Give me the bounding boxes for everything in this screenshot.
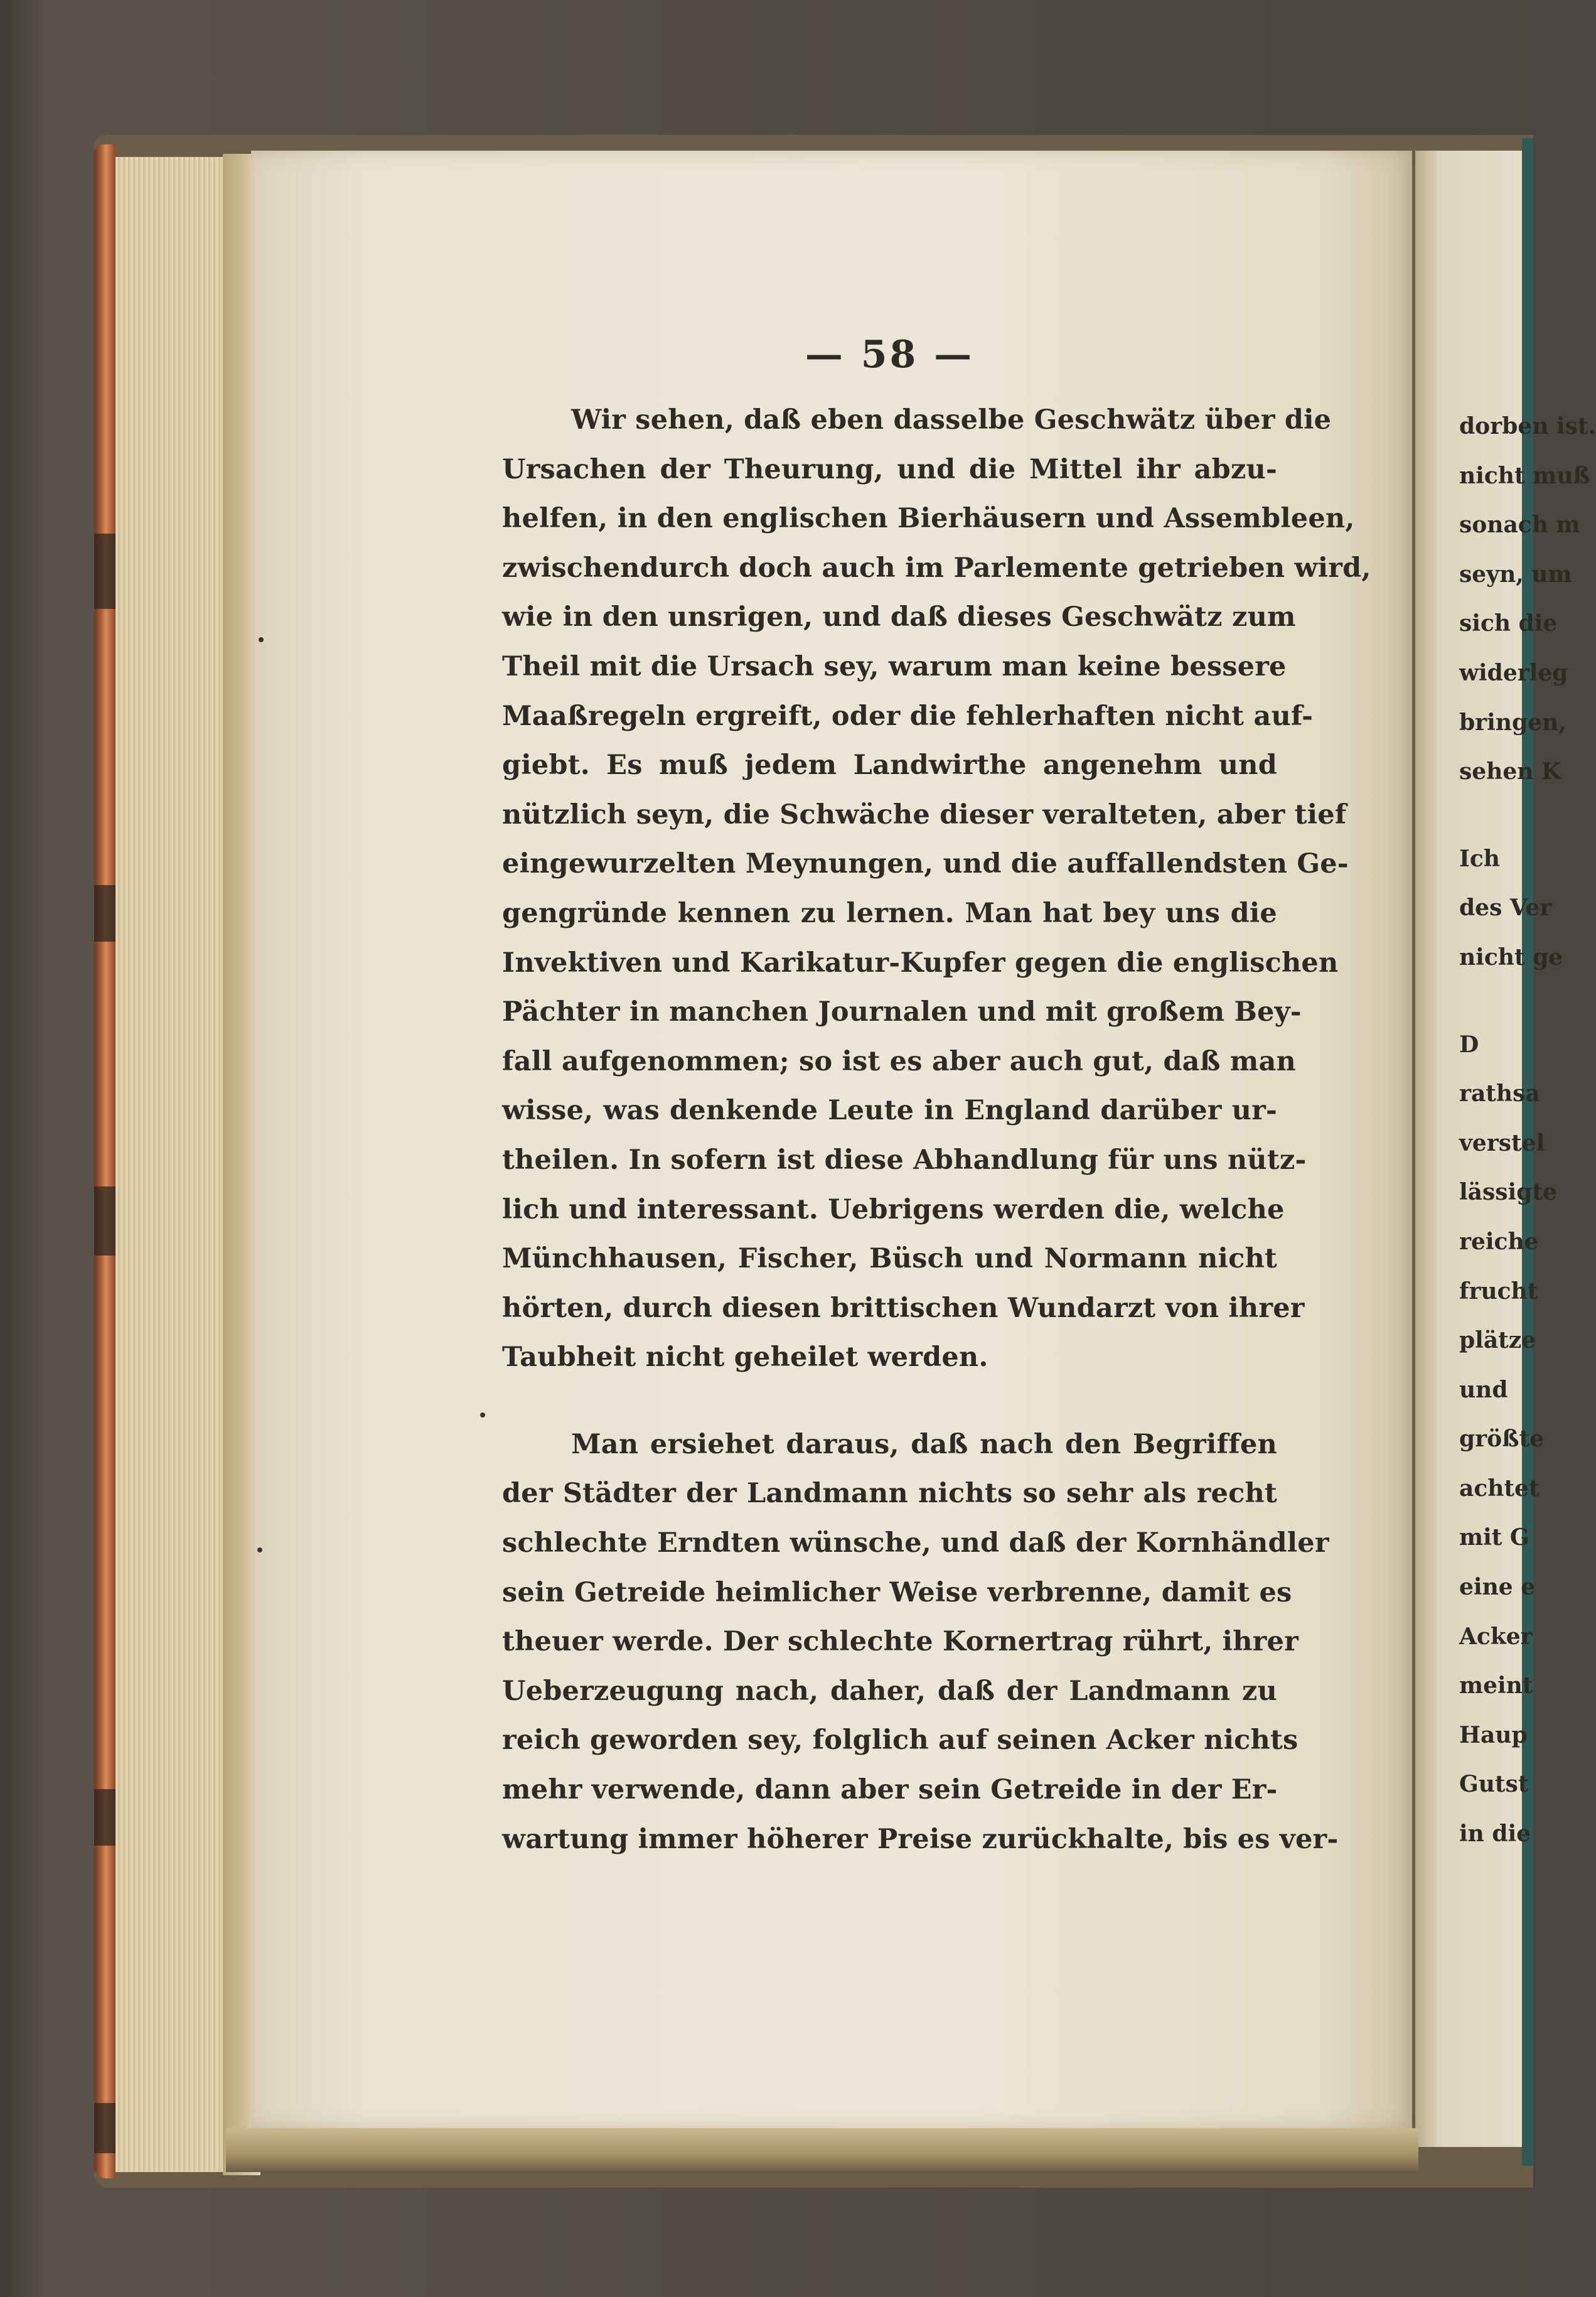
next-page-fragments — [1459, 402, 1596, 1859]
fragment-line: reiche — [1459, 1228, 1539, 1255]
text-line: Ueberzeugung nach, daher, daß der Landmann zu — [502, 1675, 1277, 1707]
fragment-line: und — [1459, 1376, 1508, 1403]
text-line: sein Getreide heimlicher Weise verbrenne, damit es — [502, 1576, 1292, 1608]
text-line: schlechte Erndten wünsche, und daß der Kornhändler — [502, 1527, 1329, 1559]
page-speck — [259, 637, 264, 642]
fragment-line: achtet — [1459, 1475, 1540, 1502]
page-number: — 58 — — [805, 333, 975, 377]
fragment-line: verstel — [1459, 1129, 1545, 1156]
page-bottom-edge — [226, 2128, 1418, 2172]
text-line: der Städter der Landmann nichts so sehr als recht — [502, 1478, 1277, 1510]
text-line: wartung immer höherer Preise zurückhalte, bis es ver- — [502, 1823, 1339, 1855]
text-line: Wir sehen, daß eben dasselbe Geschwätz über die — [571, 404, 1332, 436]
fragment-line: mit G — [1459, 1524, 1529, 1551]
fragment-line: nicht muß — [1459, 462, 1590, 489]
text-line: lich und interessant. Uebrigens werden die, welche — [502, 1193, 1285, 1225]
text-line: wisse, was denkende Leute in England darüber ur- — [502, 1095, 1277, 1127]
fragment-line: rathsa — [1459, 1080, 1540, 1107]
fragment-line: nicht ge — [1459, 944, 1563, 971]
page-speck — [257, 1547, 262, 1552]
paragraph-2 — [502, 1420, 1339, 1864]
fragment-line: seyn, um — [1459, 561, 1572, 588]
text-line: Maaßregeln ergreift, oder die fehlerhaften nicht auf- — [502, 700, 1314, 732]
text-line: Pächter in manchen Journalen und mit großem Bey- — [502, 996, 1302, 1028]
text-line: zwischendurch doch auch im Parlemente getrieben wird, — [502, 552, 1371, 584]
fragment-line: Ich — [1459, 845, 1500, 872]
text-line: Ursachen der Theurung, und die Mittel ihr abzu- — [502, 453, 1277, 485]
text-line: fall aufgenommen; so ist es aber auch gut, daß man — [502, 1045, 1296, 1077]
book-cover-edge — [94, 144, 115, 2178]
text-line: Invektiven und Karikatur-Kupfer gegen die englischen — [502, 947, 1339, 979]
fragment-line: größte — [1459, 1426, 1545, 1453]
fragment-line: Haup — [1459, 1721, 1528, 1748]
text-line: mehr verwende, dann aber sein Getreide in der Er- — [502, 1774, 1278, 1806]
fragment-line: frucht — [1459, 1278, 1538, 1305]
text-line: nützlich seyn, die Schwäche dieser veralteten, aber tief — [502, 799, 1347, 831]
fragment-line: meint — [1459, 1672, 1533, 1699]
text-line: gengründe kennen zu lernen. Man hat bey uns die — [502, 897, 1277, 929]
text-line: Man ersiehet daraus, daß nach den Begriffen — [571, 1428, 1277, 1460]
text-line: eingewurzelten Meynungen, und die auffallendsten Ge- — [502, 848, 1349, 880]
fragment-line: Acker — [1459, 1623, 1533, 1650]
text-line: Taubheit nicht geheilet werden. — [502, 1342, 988, 1374]
fragment-line: Gutst — [1459, 1771, 1529, 1798]
fragment-line: plätze — [1459, 1327, 1536, 1354]
page-speck — [480, 1412, 485, 1417]
fragment-line: D — [1459, 1031, 1479, 1058]
fragment-line: sich die — [1459, 610, 1558, 637]
paragraph-1 — [502, 395, 1371, 1382]
fragment-line: lässigte — [1459, 1179, 1557, 1206]
fragment-line: in die — [1459, 1821, 1531, 1848]
page-text — [502, 326, 1371, 1864]
fragment-line: eine e — [1459, 1574, 1536, 1601]
fragment-line: dorben ist. — [1459, 413, 1596, 439]
text-line: reich geworden sey, folglich auf seinen Acker nichts — [502, 1724, 1299, 1756]
fragment-line: widerleg — [1459, 659, 1568, 686]
fragment-line: sehen K — [1459, 758, 1561, 785]
text-line: giebt. Es muß jedem Landwirthe angenehm und — [502, 750, 1277, 782]
text-line: wie in den unsrigen, und daß dieses Geschwätz zum — [502, 601, 1296, 633]
text-line: hörten, durch diesen brittischen Wundarzt von ihrer — [502, 1292, 1305, 1324]
fragment-line: des Ver — [1459, 895, 1552, 922]
text-line: theilen. In sofern ist diese Abhandlung für uns nütz- — [502, 1144, 1307, 1176]
text-line: Theil mit die Ursach sey, warum man keine bessere — [502, 650, 1287, 682]
text-line: helfen, in den englischen Bierhäusern und Assembleen, — [502, 503, 1355, 535]
fragment-line: bringen, — [1459, 709, 1567, 736]
fragment-line: sonach m — [1459, 512, 1580, 539]
text-line: theuer werde. Der schlechte Kornertrag rührt, ihrer — [502, 1626, 1299, 1658]
text-line: Münchhausen, Fischer, Büsch und Normann nicht — [502, 1243, 1277, 1275]
